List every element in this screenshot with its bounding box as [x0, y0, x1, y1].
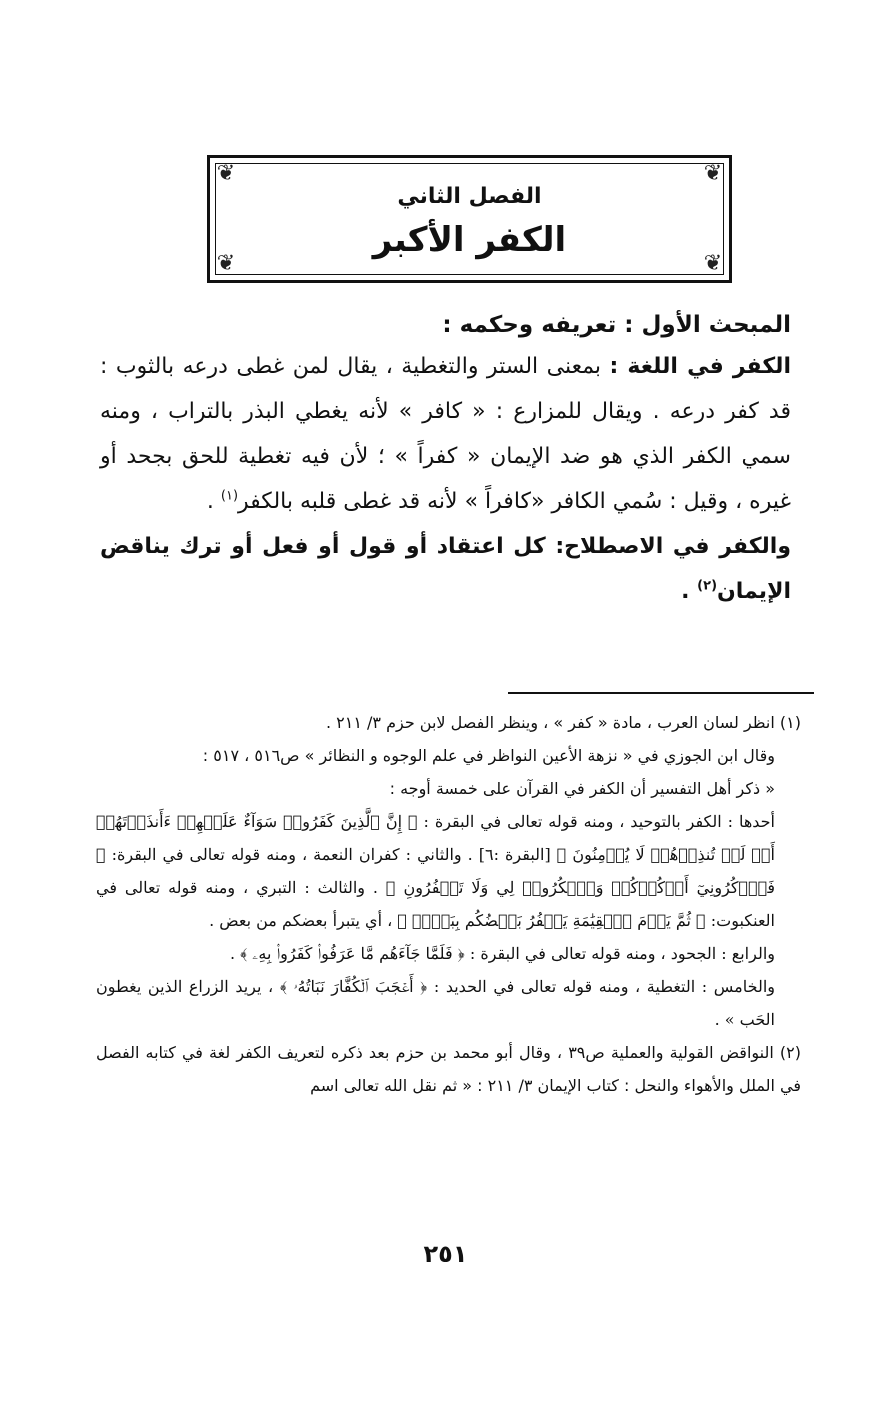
linguistic-definition-text: بمعنى الستر والتغطية ، يقال لمن غطى درعه بالثوب : قد كفر درعه . ويقال للمزارع : « كافر » لأنه يغطي البذر بالتراب ، ومنه سمي الكفر الذي هو ضد الإيمان « كفراً » ؛ لأن فيه تغطية للحق بجحد أو غيره ، وقيل : سُمي الكافر «كافراً » لأنه قد غطى قلبه بالكفر: [100, 354, 791, 514]
footnote-2: (٢) النواقض القولية والعملية ص٣٩ ، وقال أبو محمد بن حزم بعد ذكره لتعريف الكفر لغة في كتابه الفصل في الملل والأهواء والنحل : كتاب الإيمان ٣/ ٢١١ : « ثم نقل الله تعالى اسم: [96, 1043, 801, 1095]
chapter-header-frame: [207, 155, 732, 283]
footnote-1-meaning-5: والخامس : التغطية ، ومنه قوله تعالى في الحديد : ﴿ أَعۡجَبَ ٱلۡكُفَّارَ نَبَاتُهُۥ ﴾ ، يريد الزراع الذين يغطون الحَب » .: [96, 977, 775, 1029]
chapter-label: الفصل الثاني: [397, 184, 542, 209]
footnote-divider: [508, 692, 814, 694]
section-heading: المبحث الأول : تعريفه وحكمه :: [442, 312, 791, 338]
footnotes: [96, 706, 801, 1102]
footnote-1-line: « ذكر أهل التفسير أن الكفر في القرآن على خمسة أوجه :: [389, 779, 775, 798]
footnote-ref-1: (١): [220, 488, 239, 504]
footnote-1-meaning-4: والرابع : الجحود ، ومنه قوله تعالى في البقرة : ﴿ فَلَمَّا جَآءَهُم مَّا عَرَفُوا۟ كَفَرُوا۟ بِهِۦ ﴾ .: [229, 944, 775, 963]
footnote-ref-2: (٢): [697, 578, 718, 594]
corner-ornament-icon: ❦: [216, 251, 236, 276]
chapter-title: الكفر الأكبر: [372, 220, 567, 260]
technical-definition-paragraph: [100, 524, 791, 614]
main-text: [100, 306, 791, 614]
sentence-end: .: [681, 579, 698, 604]
technical-definition-text: والكفر في الاصطلاح: كل اعتقاد أو قول أو فعل أو ترك يناقض الإيمان: [100, 534, 791, 604]
sentence-end: .: [206, 489, 221, 514]
linguistic-definition-paragraph: [100, 344, 791, 524]
linguistic-term: الكفر في اللغة :: [609, 354, 791, 379]
page-number: ٢٥١: [423, 1240, 468, 1268]
footnote-1-line: وقال ابن الجوزي في « نزهة الأعين النواظر في علم الوجوه و النظائر » ص٥١٦ ، ٥١٧ :: [202, 746, 775, 765]
corner-ornament-icon: ❦: [703, 251, 723, 276]
corner-ornament-icon: ❦: [703, 161, 723, 186]
footnote-1-meanings: أحدها : الكفر بالتوحيد ، ومنه قوله تعالى في البقرة : ﴿ إِنَّ ٱلَّذِينَ كَفَرُوا۟ سَوَآءٌ عَلَيۡهِمۡ ءَأَنذَرۡتَهُمۡ أَمۡ لَمۡ تُنذِرۡهُمۡ لَا يُؤۡمِنُونَ ﴾ [البقرة :٦] . والثاني : كفران النعمة ، ومنه قوله تعالى في البقرة: ﴿ فَٱذۡكُرُونِيٓ أَذۡكُرۡكُمۡ وَٱشۡكُرُوا۟ لِي وَلَا تَكۡفُرُونِ ﴾ . والثالث : التبري ، ومنه قوله تعالى في العنكبوت: ﴿ ثُمَّ يَوۡمَ ٱلۡقِيَٰمَةِ يَكۡفُرُ بَعۡضُكُم بِبَعۡضٖ ﴾ ، أي يتبرأ بعضكم من بعض .: [96, 812, 776, 930]
footnote-1-line: (١) انظر لسان العرب ، مادة « كفر » ، وينظر الفصل لابن حزم ٣/ ٢١١ .: [325, 713, 801, 732]
corner-ornament-icon: ❦: [216, 161, 236, 186]
